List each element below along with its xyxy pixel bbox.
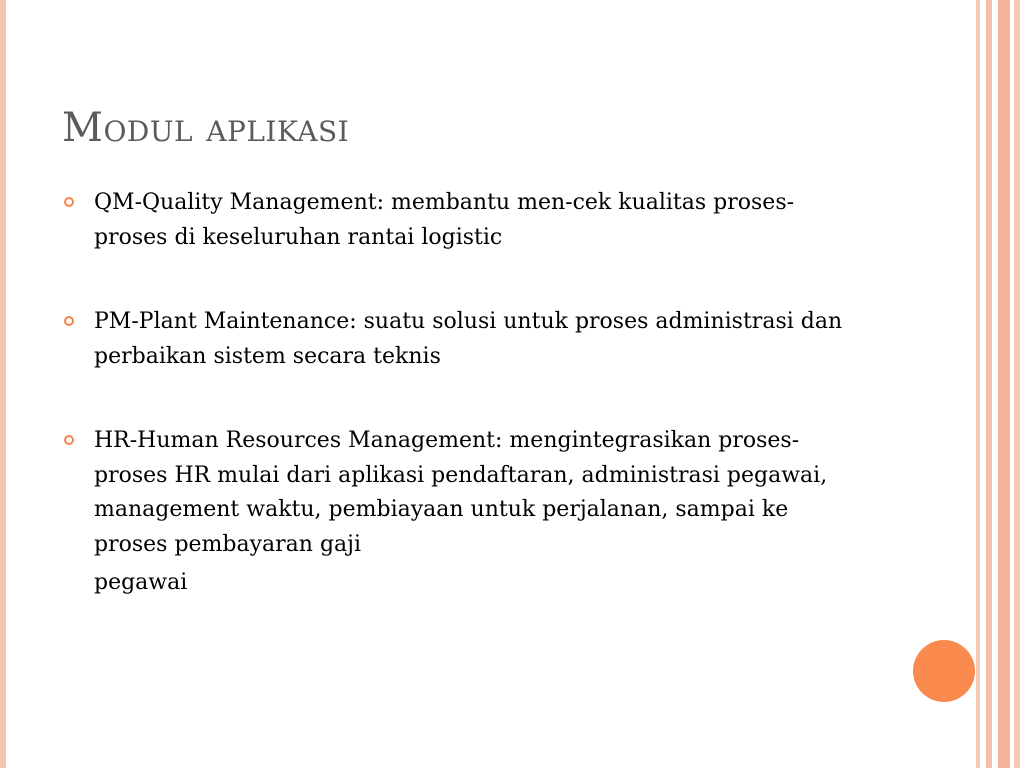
right-stripe-3 <box>998 0 1010 768</box>
bullet-list <box>64 186 864 601</box>
slide-title: Modul aplikasi <box>62 105 350 151</box>
bullet-text: QM-Quality Management: membantu men-cek kualitas proses-proses di keseluruhan rantai logistic <box>94 190 795 250</box>
bullet-text-last-line: pegawai <box>94 570 188 595</box>
ring-bullet-icon <box>64 197 74 207</box>
ring-bullet-icon <box>64 435 74 445</box>
left-border-stripe <box>0 0 6 768</box>
bullet-item-hr <box>64 424 864 601</box>
bullet-text: HR-Human Resources Management: mengintegrasikan proses-proses HR mulai dari aplikasi pendaftaran, administrasi pegawai, management waktu, pembiayaan untuk perjalanan, sampai ke proses pembayaran gaji <box>94 428 828 557</box>
ring-bullet-icon <box>64 316 74 326</box>
right-stripe-2 <box>986 0 992 768</box>
bullet-item-pm <box>64 305 864 374</box>
right-stripe-1 <box>976 0 980 768</box>
orange-circle <box>913 640 975 702</box>
bullet-text: PM-Plant Maintenance: suatu solusi untuk proses administrasi dan perbaikan sistem secara teknis <box>94 309 843 369</box>
right-stripe-4 <box>1014 0 1020 768</box>
bullet-item-qm <box>64 186 864 255</box>
right-border-stripes <box>976 0 1024 768</box>
